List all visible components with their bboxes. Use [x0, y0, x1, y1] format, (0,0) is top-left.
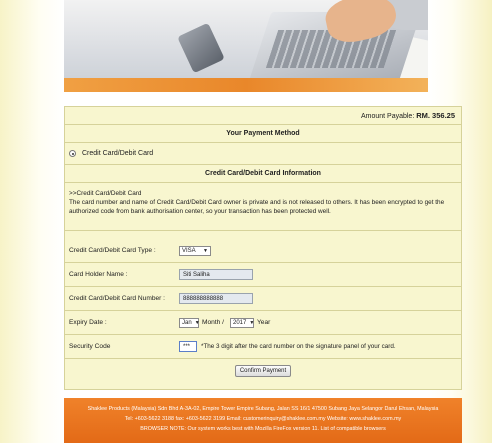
card-holder-label: Card Holder Name : — [69, 271, 128, 278]
footer — [64, 398, 462, 443]
card-number-input[interactable]: 888888888888 — [179, 293, 253, 304]
expiry-year-value: 2017 — [233, 319, 247, 326]
expiry-date-label: Expiry Date : — [69, 319, 107, 326]
security-code-label: Security Code — [69, 343, 111, 350]
payment-method-option[interactable] — [65, 143, 461, 165]
card-type-value: VISA — [182, 247, 196, 254]
expiry-date-row — [65, 311, 461, 335]
card-type-label: Credit Card/Debit Card Type : — [69, 247, 156, 254]
card-info-title: Credit Card/Debit Card Information — [65, 165, 461, 183]
card-type-row — [65, 239, 461, 263]
credit-card-radio-label: Credit Card/Debit Card — [82, 150, 154, 157]
amount-payable-value: RM. 356.25 — [416, 111, 455, 120]
chevron-down-icon: ▼ — [249, 319, 255, 326]
expiry-month-select[interactable] — [179, 318, 199, 328]
banner-phone — [177, 23, 225, 74]
footer-browser-note: BROWSER NOTE: Our system works best with Mozilla FireFox version 11. List of compatible browsers — [140, 426, 386, 432]
footer-contact: Tel: +603-5622 3188 fax: +603-5622 3199 Email: customerinquiry@shaklee.com.my Website: www.shaklee.com.my — [124, 416, 402, 422]
amount-payable-label: Amount Payable: — [360, 113, 415, 120]
month-text: Month / — [202, 319, 224, 326]
header-banner-image — [64, 0, 428, 92]
confirm-payment-button[interactable]: Confirm Payment — [235, 365, 291, 377]
payment-panel — [64, 106, 462, 390]
banner-orange-band — [64, 78, 428, 92]
expiry-year-select[interactable] — [230, 318, 254, 328]
card-info-paragraph: The card number and name of Credit Card/Debit Card owner is private and is not released to others. It has been encrypted to get the authorized code from bank authorisation center, so your transaction has been protected well. — [69, 199, 445, 215]
security-code-row — [65, 335, 461, 359]
card-number-row — [65, 287, 461, 311]
year-text: Year — [257, 319, 271, 326]
card-type-select[interactable] — [179, 246, 211, 256]
card-info-heading: >>Credit Card/Debit Card — [69, 190, 142, 197]
security-code-hint: *The 3 digit after the card number on the signature panel of your card. — [201, 343, 396, 350]
confirm-row — [65, 359, 461, 383]
credit-card-radio[interactable] — [69, 150, 76, 157]
chevron-down-icon: ▼ — [203, 247, 208, 254]
expiry-month-value: Jan — [182, 319, 192, 326]
card-info-text — [65, 183, 461, 231]
security-code-input[interactable]: *** — [179, 341, 197, 352]
footer-address: Shaklee Products (Malaysia) Sdn Bhd A-3A-02, Empire Tower Empire Subang, Jalan SS 16/1 47500 Subang Jaya Selangor Darul Ehsan, Malaysia — [87, 406, 439, 412]
chevron-down-icon: ▼ — [194, 319, 200, 326]
amount-payable-row — [65, 107, 461, 125]
card-number-label: Credit Card/Debit Card Number : — [69, 295, 166, 302]
card-holder-row — [65, 263, 461, 287]
payment-method-title: Your Payment Method — [65, 125, 461, 143]
card-holder-input[interactable]: Siti Saliha — [179, 269, 253, 280]
